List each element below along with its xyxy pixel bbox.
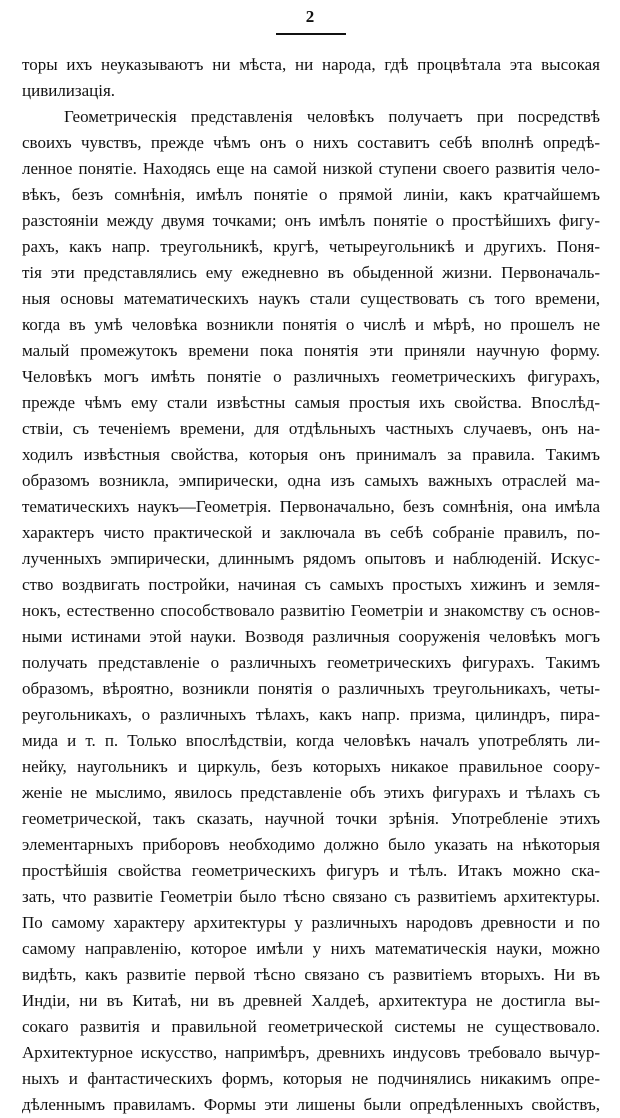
text-line: ствіи, съ теченіемъ времени, для отдѣльныхъ частныхъ случаевъ, онъ на- bbox=[22, 419, 600, 438]
text-line: мида и т. п. Только впослѣдствіи, когда человѣкъ началъ употреблять ли- bbox=[22, 731, 600, 750]
text-line: ными истинами этой науки. Возводя различныя сооруженія человѣкъ могъ bbox=[22, 627, 600, 646]
text-line: геометрической, такъ сказать, научной точки зрѣнія. Употребленіе этихъ bbox=[22, 809, 600, 828]
text-line: вѣкъ, безъ сомнѣнія, имѣлъ понятіе о прямой линіи, какъ кратчайшемъ bbox=[22, 185, 600, 204]
page-number-rule bbox=[276, 33, 346, 35]
text-line: получать представленіе о различныхъ геометрическихъ фигурахъ. Такимъ bbox=[22, 653, 600, 672]
text-line: Архитектурное искусство, напримѣръ, древнихъ индусовъ требовало вычур- bbox=[22, 1043, 600, 1062]
text-line: ходилъ извѣстныя свойства, которыя онъ принималъ за правила. Такимъ bbox=[22, 445, 600, 464]
text-line: тематическихъ наукъ—Геометрія. Первоначально, безъ сомнѣнія, она имѣла bbox=[22, 497, 600, 516]
page-number: 2 bbox=[305, 7, 315, 26]
text-line: торы ихъ неуказываютъ ни мѣста, ни народа, гдѣ процвѣтала эта высокая bbox=[22, 55, 600, 74]
text-line: По самому характеру архитектуры у различныхъ народовъ древности и по bbox=[22, 913, 600, 932]
text-line: ленное понятіе. Находясь еще на самой низкой ступени своего развитія чело- bbox=[22, 159, 600, 178]
text-line: лученныхъ эмпирически, длиннымъ рядомъ опытовъ и наблюденій. Искус- bbox=[22, 549, 600, 568]
text-line: малый промежутокъ времени пока понятія эти приняли научную форму. bbox=[22, 341, 600, 360]
text-line: реугольникахъ, о различныхъ тѣлахъ, какъ напр. призма, цилиндръ, пира- bbox=[22, 705, 600, 724]
text-line: рахъ, какъ напр. треугольникѣ, кругѣ, четыреугольникѣ и другихъ. Поня- bbox=[22, 237, 600, 256]
text-line: женіе не мыслимо, явилось представленіе объ этихъ фигурахъ и тѣлахъ съ bbox=[22, 783, 600, 802]
text-line: Геометрическія представленія человѣкъ получаетъ при посредствѣ bbox=[64, 107, 600, 126]
text-line: самому направленію, которое имѣли у нихъ математическія науки, можно bbox=[22, 939, 600, 958]
text-line: видѣть, какъ развитіе первой тѣсно связано съ развитіемъ вторыхъ. Ни въ bbox=[22, 965, 600, 984]
text-line: зать, что развитіе Геометріи было тѣсно связано съ развитіемъ архитектуры. bbox=[22, 887, 600, 906]
text-line: образомъ возникла, эмпирически, одна изъ самыхъ важныхъ отраслей ма- bbox=[22, 471, 600, 490]
text-line: сокаго развитія и правильной геометрической системы не существовало. bbox=[22, 1017, 600, 1036]
text-line: дѣленнымъ правиламъ. Формы эти лишены были опредѣленныхъ свойствъ, bbox=[22, 1095, 600, 1114]
text-line: простѣйшія свойства геометрическихъ фигуръ и тѣлъ. Итакъ можно ска- bbox=[22, 861, 600, 880]
text-line: элементарныхъ приборовъ необходимо должно было указать на нѣкоторыя bbox=[22, 835, 600, 854]
text-line: цивилизація. bbox=[22, 81, 116, 100]
text-line: разстояніи между двумя точками; онъ имѣлъ понятіе о простѣйшихъ фигу- bbox=[22, 211, 600, 230]
text-line: ство воздвигать постройки, начиная съ самыхъ простыхъ хижинъ и земля- bbox=[22, 575, 600, 594]
text-line: своихъ чувствъ, прежде чѣмъ онъ о нихъ составитъ себѣ вполнѣ опредѣ- bbox=[22, 133, 600, 152]
text-line: образомъ, вѣроятно, возникли понятія о различныхъ треугольникахъ, четы- bbox=[22, 679, 600, 698]
text-line: Индіи, ни въ Китаѣ, ни въ древней Халдеѣ, архитектура не достигла вы- bbox=[22, 991, 600, 1010]
text-line: тія эти представлялись ему ежедневно въ обыденной жизни. Первоначаль- bbox=[22, 263, 600, 282]
text-line: нокъ, естественно способствовало развитію Геометріи и знакомству съ основ- bbox=[22, 601, 600, 620]
text-line: характеръ чисто практической и заключала въ себѣ собраніе правилъ, по- bbox=[22, 523, 600, 542]
body-text bbox=[22, 52, 600, 1118]
text-line: ныя основы математическихъ наукъ стали существовать съ того времени, bbox=[22, 289, 600, 308]
text-line: Человѣкъ могъ имѣть понятіе о различныхъ геометрическихъ фигурахъ, bbox=[22, 367, 600, 386]
text-line: ныхъ и фантастическихъ формъ, которыя не подчинялись никакимъ опре- bbox=[22, 1069, 600, 1088]
text-line: когда въ умѣ человѣка возникли понятія о числѣ и мѣрѣ, но прошелъ не bbox=[22, 315, 600, 334]
text-line: нейку, наугольникъ и циркуль, безъ которыхъ никакое правильное соору- bbox=[22, 757, 600, 776]
text-line: прежде чѣмъ ему стали извѣстны самыя простыя ихъ свойства. Впослѣд- bbox=[22, 393, 600, 412]
